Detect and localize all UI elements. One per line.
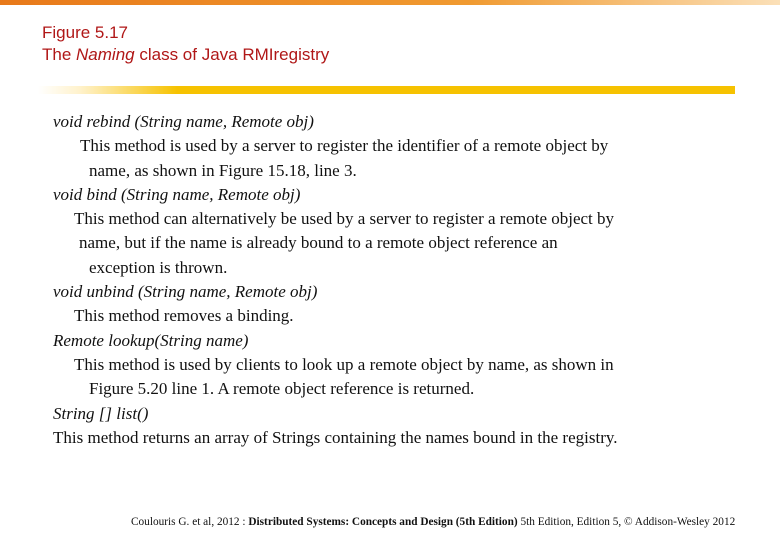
- slide-title: [42, 22, 329, 66]
- method-signature-unbind: void unbind (String name, Remote obj): [53, 282, 318, 302]
- caption-prefix: The: [42, 45, 77, 64]
- caption-suffix: class of Java RMIregistry: [134, 45, 330, 64]
- method-signature-list: String [] list(): [53, 403, 149, 423]
- footer-prefix: Coulouris G. et al, 2012 :: [131, 516, 249, 528]
- method-list: [53, 110, 753, 450]
- figure-label: Figure 5.17: [42, 23, 128, 42]
- footer-suffix: 5th Edition, Edition 5, © Addison-Wesley 2012: [517, 516, 736, 528]
- figure-caption: [42, 44, 329, 66]
- citation-footer: [131, 515, 735, 529]
- method-description-line: This method is used by a server to register the identifier of a remote object by: [80, 136, 609, 156]
- method-signature-bind: void bind (String name, Remote obj): [53, 184, 301, 204]
- title-divider: [38, 86, 735, 94]
- footer-book-title: Distributed Systems: Concepts and Design (5th Edition): [248, 516, 518, 528]
- method-description-line: This method can alternatively be used by a server to register a remote object by: [74, 209, 615, 229]
- method-description-line: This method removes a binding.: [74, 306, 294, 326]
- top-accent-bar: [0, 0, 780, 5]
- method-description-line: This method is used by clients to look up a remote object by name, as shown in: [74, 354, 614, 374]
- caption-emphasis: Naming: [76, 45, 135, 64]
- method-description-line: exception is thrown.: [89, 257, 228, 277]
- method-description-line: name, but if the name is already bound to a remote object reference an: [79, 233, 558, 253]
- method-signature-lookup: Remote lookup(String name): [53, 330, 249, 350]
- method-description-line: This method returns an array of Strings containing the names bound in the registry.: [53, 427, 618, 447]
- method-description-line: name, as shown in Figure 15.18, line 3.: [89, 160, 357, 180]
- method-description-line: Figure 5.20 line 1. A remote object reference is returned.: [89, 379, 475, 399]
- method-signature-rebind: void rebind (String name, Remote obj): [53, 112, 314, 131]
